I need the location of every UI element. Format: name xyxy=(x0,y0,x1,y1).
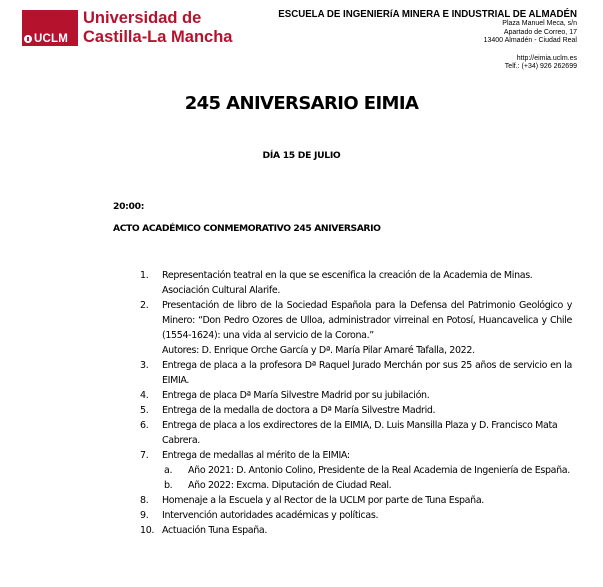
item-text: Representación teatral en la que se escenifica la creación de la Academia de Minas. Asociación Cultural Alarife. xyxy=(162,270,533,296)
address-line: Apartado de Correo, 17 xyxy=(503,28,577,36)
list-item xyxy=(140,418,572,448)
list-item xyxy=(140,493,572,508)
website-link[interactable]: http://eimia.uclm.es xyxy=(516,54,577,62)
school-name: ESCUELA DE INGENIERíA MINERA E INDUSTRIAL DE ALMADÉN xyxy=(278,9,577,20)
item-number: 6. xyxy=(140,420,149,431)
item-text: Entrega de placa a los exdirectores de la EIMIA, D. Luis Mansilla Plaza y D. Francisco Mata Cabrera. xyxy=(162,420,558,446)
event-date: DÍA 15 DE JULIO xyxy=(262,150,341,161)
event-title: ACTO ACADÉMICO CONMEMORATIVO 245 ANIVERSARIO xyxy=(113,223,381,234)
university-name-line1: Universidad de xyxy=(83,9,202,27)
item-number: 10. xyxy=(140,525,155,536)
item-number: 1. xyxy=(140,270,149,281)
program-list xyxy=(140,268,572,538)
list-item xyxy=(140,508,572,523)
logo-abbr: UCLM xyxy=(34,33,69,45)
item-text: Entrega de placa a la profesora Dª Raquel Jurado Merchán por sus 25 años de servicio en la EIMIA. xyxy=(162,360,572,386)
sub-list-item xyxy=(140,463,572,478)
university-name xyxy=(83,9,232,47)
university-name-line2: Castilla-La Mancha xyxy=(83,28,233,46)
subitem-text: Año 2021: D. Antonio Colino, Presidente de la Real Academia de Ingeniería de España. xyxy=(188,465,570,476)
item-number: 8. xyxy=(140,495,149,506)
item-number: 9. xyxy=(140,510,149,521)
item-text-main: Presentación de libro de la Sociedad Española para la Defensa del Patrimonio Geológico y Minero: “Don Pedro Ozores de Ulloa, administrador virreinal en Potosí, Huancavelica y Chile (1554-1624): una vida al servicio de la Corona.” xyxy=(162,300,572,341)
address-line: Plaza Manuel Meca, s/n xyxy=(502,20,577,27)
item-text: Actuación Tuna España. xyxy=(162,525,268,536)
address-line: 13400 Almadén - Ciudad Real xyxy=(483,37,577,44)
item-text: Homenaje a la Escuela y al Rector de la UCLM por parte de Tuna España. xyxy=(162,495,484,506)
uclm-logo-text xyxy=(24,33,68,45)
list-item xyxy=(140,403,572,418)
subitem-letter: b. xyxy=(164,480,173,491)
item-number: 3. xyxy=(140,360,149,371)
item-text: Intervención autoridades académicas y políticas. xyxy=(162,510,379,521)
item-text: Entrega de placa Dª María Silvestre Madrid por su jubilación. xyxy=(162,390,430,401)
subitem-letter: a. xyxy=(164,465,173,476)
list-item xyxy=(140,448,572,463)
phone-number: Telf.: (+34) 926 262699 xyxy=(504,63,577,70)
event-time: 20:00: xyxy=(113,201,145,212)
sub-list-item xyxy=(140,478,572,493)
item-text: Entrega de la medalla de doctora a Dª María Silvestre Madrid. xyxy=(162,405,436,416)
item-number: 5. xyxy=(140,405,149,416)
list-item xyxy=(140,388,572,403)
school-header xyxy=(278,9,577,72)
uclm-emblem-icon xyxy=(24,35,32,43)
subitem-text: Año 2022: Excma. Diputación de Ciudad Real. xyxy=(188,480,392,491)
document-title: 245 ANIVERSARIO EIMIA xyxy=(184,93,419,114)
item-text-authors: Autores: D. Enrique Orche García y Dª. María Pilar Amaré Tafalla, 2022. xyxy=(162,345,475,356)
item-text xyxy=(162,298,572,358)
list-item xyxy=(140,358,572,388)
item-text: Entrega de medallas al mérito de la EIMIA: xyxy=(162,450,350,461)
item-number: 2. xyxy=(140,300,149,311)
item-number: 4. xyxy=(140,390,149,401)
list-item xyxy=(140,523,572,538)
list-item xyxy=(140,298,572,358)
item-number: 7. xyxy=(140,450,149,461)
list-item xyxy=(140,268,572,298)
